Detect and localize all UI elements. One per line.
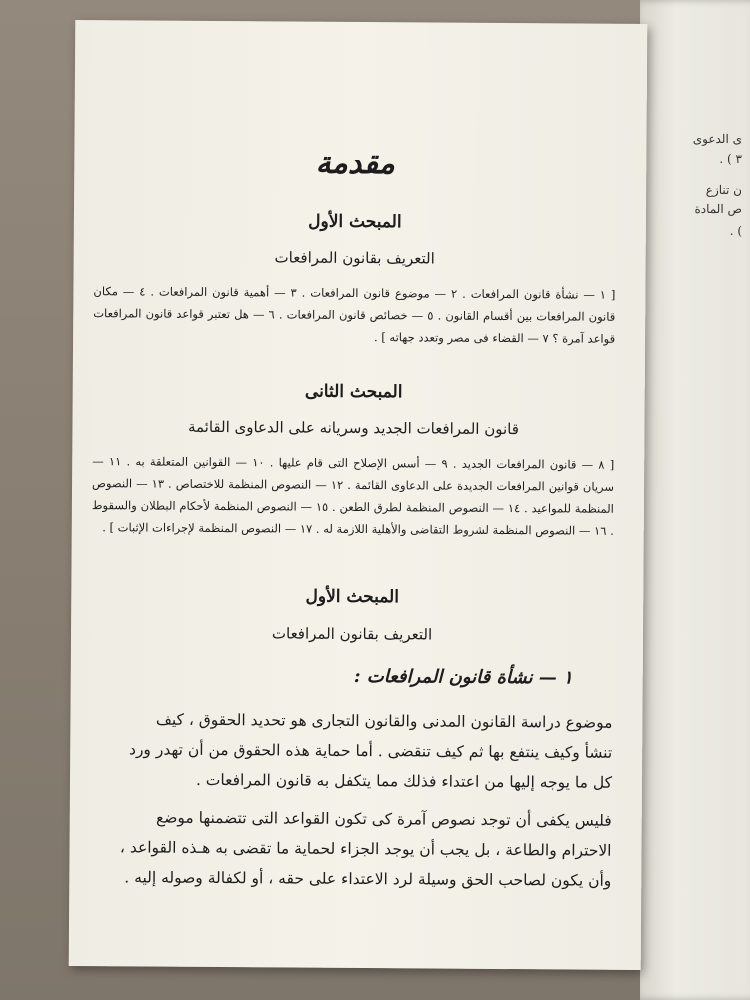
paragraph-line: موضوع دراسة القانون المدنى والقانون التجارى هو تحديد الحقوق ، كيف xyxy=(155,710,613,732)
paragraph-line: كل ما يوجه إليها من اعتداء فذلك مما يتكفل به قانون المرافعات . xyxy=(195,770,613,792)
book-page xyxy=(69,20,648,970)
section-summary-2: [ ٨ — قانون المرافعات الجديد . ٩ — أسس الإصلاح التى قام عليها . ١٠ — القوانين المتعلقة به . ١١ — سريان قوانين المرافعات الجديدة على الدعاوى القائمة . ١٢ — النصوص المنظمة للاختصاص . ١٣ — النصوص المنظمة للمواعيد . ١٤ — النصوص المنظمة لطرق الطعن . ١٥ — النصوص المنظمة لأحكام البطلان والسقوط . ١٦ — النصوص المنظمة لشروط التقاضى والأهلية اللازمة له . ١٧ — النصوص المنظمة لإجراءات الإثبات ] . xyxy=(91,454,615,538)
section-heading-3: المبحث الأول xyxy=(305,586,400,608)
section-heading-1: المبحث الأول xyxy=(308,211,402,233)
page-title: مقدمة xyxy=(315,145,396,182)
facing-page-fragment: ص المادة xyxy=(694,202,742,216)
facing-page-fragment: ٣ ) . xyxy=(719,152,742,166)
paragraph-1 xyxy=(90,704,613,798)
paragraph-2 xyxy=(89,802,612,896)
paragraph-line: وأن يكون لصاحب الحق وسيلة لرد الاعتداء على حقه ، أو لكفالة وصوله إليه . xyxy=(124,868,612,890)
paragraph-line: فليس يكفى أن توجد نصوص آمرة كى تكون القواعد التى تتضمنها موضع xyxy=(155,808,612,830)
paragraph-line: تنشأ وكيف ينتفع بها ثم كيف تنقضى . أما حماية هذه الحقوق من أن تهدر ورد xyxy=(129,740,613,762)
section-subtitle-3: التعريف بقانون المرافعات xyxy=(271,624,433,644)
section-summary-1: [ ١ — نشأة قانون المرافعات . ٢ — موضوع قانون المرافعات . ٣ — أهمية قانون المرافعات . ٤ — مكان قانون المرافعات بين أقسام القانون . ٥ — خصائص قانون المرافعات . ٦ — هل تعتبر قواعد قانون المرافعات قواعد آمرة ؟ ٧ — القضاء فى مصر وتعدد جهاته ] . xyxy=(93,284,616,346)
paragraph-line: الاحترام والطاعة ، بل يجب أن يوجد الجزاء لحماية ما تقضى به هـذه القواعد ، xyxy=(119,838,612,860)
subsection-heading: ١ — نشأة قانون المرافعات : xyxy=(353,665,573,689)
section-subtitle-2: قانون المرافعات الجديد وسريانه على الدعاوى القائمة xyxy=(187,417,519,439)
facing-page-fragment: ى الدعوى xyxy=(692,132,742,146)
facing-page-fragment: ) . xyxy=(729,224,742,238)
facing-page xyxy=(640,0,750,1000)
section-heading-2: المبحث الثانى xyxy=(304,381,403,403)
section-subtitle-1: التعريف بقانون المرافعات xyxy=(274,248,435,268)
facing-page-fragment: ن تنازع xyxy=(705,183,742,197)
